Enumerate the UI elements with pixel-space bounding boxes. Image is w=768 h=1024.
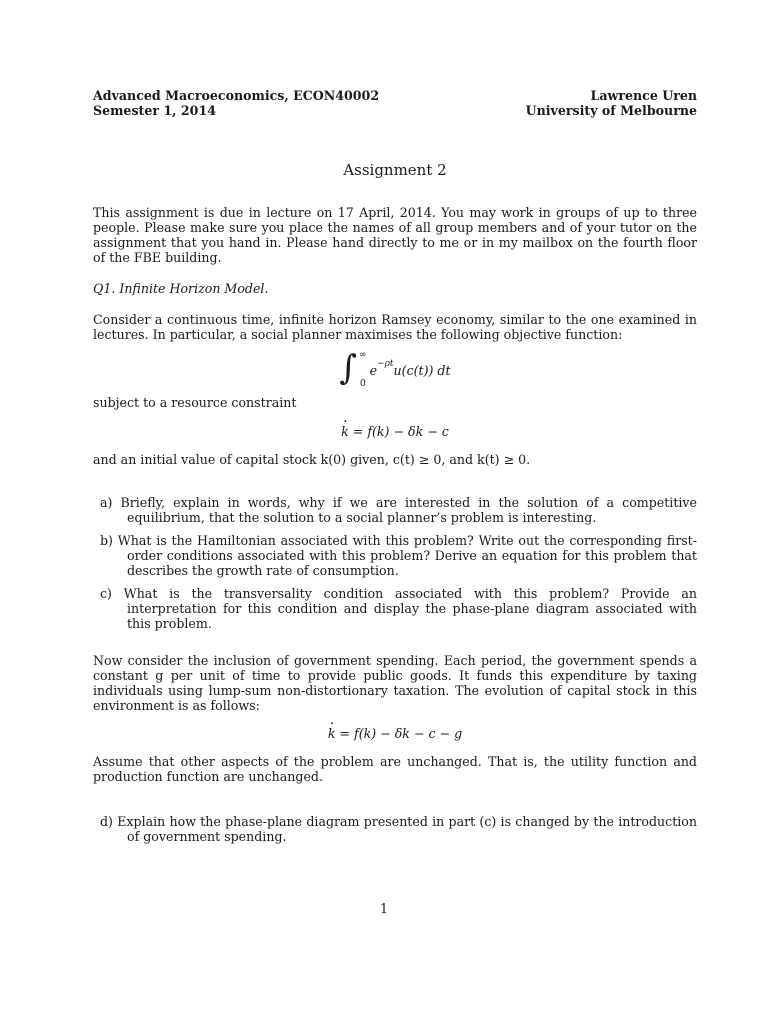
constraint2-rhs: = f(k) − δk − c − g [335, 726, 463, 741]
course-name: Advanced Macroeconomics, ECON40002 [93, 88, 380, 103]
document-title: Assignment 2 [343, 161, 447, 179]
author-name: Lawrence Uren [590, 88, 697, 103]
institution: University of Melbourne [525, 103, 697, 118]
part-d-list [93, 814, 697, 844]
document-header [93, 88, 697, 118]
assumption-paragraph: Assume that other aspects of the problem are unchanged. That is, the utility function and production function are unchanged. [93, 754, 697, 784]
integrand-base: e [369, 362, 378, 378]
page-number: 1 [379, 901, 388, 916]
subject-to-text: subject to a resource constraint [93, 395, 297, 410]
header-left [93, 88, 379, 118]
q1-heading: Q1. Infinite Horizon Model. [93, 281, 269, 296]
integral-lower-limit: 0 [360, 379, 366, 389]
part-c: c) What is the transversality condition associated with this problem? Provide an interpretation for this condition and display the phase-plane diagram associated with this problem. [100, 586, 697, 631]
q1-setup-paragraph: Consider a continuous time, infinite horizon Ramsey economy, similar to the one examined in lectures. In particular, a social planner maximises the following objective function: [93, 312, 697, 342]
k-dot-symbol: · k [341, 424, 349, 439]
header-right [526, 88, 697, 118]
integral-limits [359, 351, 367, 389]
part-d: d) Explain how the phase-plane diagram presented in part (c) is changed by the introduction of government spending. [100, 814, 697, 844]
part-a: a) Briefly, explain in words, why if we are interested in the solution of a competitive equilibrium, that the solution to a social planner’s problem is interesting. [100, 495, 697, 525]
integral-expression [339, 348, 451, 389]
initial-condition-text: and an initial value of capital stock k(0) given, c(t) ≥ 0, and k(t) ≥ 0. [93, 452, 531, 467]
government-spending-paragraph: Now consider the inclusion of government spending. Each period, the government spends a constant g per unit of time to provide public goods. It funds this expenditure by taxing individuals using lump-sum non-distortionary taxation. The evolution of capital stock in this environment is as follows: [93, 653, 697, 713]
constraint-rhs: = f(k) − δk − c [348, 424, 449, 439]
document-page [93, 88, 697, 852]
k-dot-symbol-2: · k [328, 726, 336, 741]
intro-paragraph: This assignment is due in lecture on 17 April, 2014. You may work in groups of up to three people. Please make sure you place the names of all group members and of your tutor on the assignment that you hand in. Please hand directly to me or in my mailbox on the fourth floor of the FBE building. [93, 205, 697, 265]
objective-equation [93, 348, 697, 392]
semester: Semester 1, 2014 [93, 103, 216, 118]
integral-upper-limit: ∞ [359, 350, 367, 360]
question-parts-list [93, 495, 697, 631]
constraint-with-government-equation [93, 726, 697, 741]
integrand-body: u(c(t)) dt [393, 362, 451, 378]
integral-icon: ∫ [339, 348, 358, 388]
resource-constraint-equation [93, 424, 697, 439]
integrand-exponent: −ρt [377, 358, 394, 369]
part-b: b) What is the Hamiltonian associated with this problem? Write out the corresponding first-order conditions associated with this problem? Derive an equation for this problem that describes the growth rate of consumption. [100, 533, 697, 578]
